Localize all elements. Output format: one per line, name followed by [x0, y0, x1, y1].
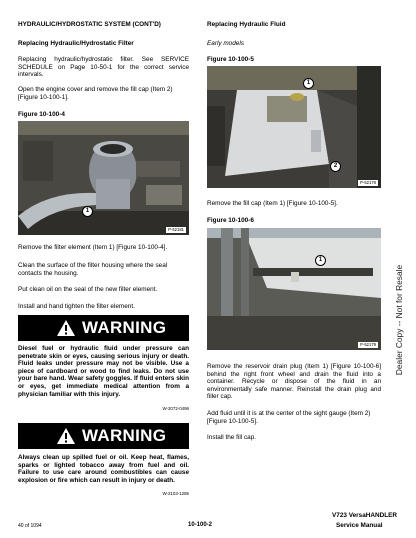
warning-code-2: W-2103-1285 [162, 491, 189, 496]
paragraph-remove-fill-cap: Remove the fill cap (Item 1) [Figure 10-100-5]. [207, 200, 338, 207]
warning-text-2: Always clean up spilled fuel or oil. Keep heat, flames, sparks or lighted tobacco away from fuel and oil. Failure to use care around combustibles can cause explosion or fire which can result in injury or death. [18, 454, 189, 484]
figure-title-6: Figure 10-100-6 [207, 217, 254, 224]
paragraph-oil-seal: Put clean oil on the seal of the new filter element. [18, 286, 158, 293]
page-number: 10-100-2 [188, 522, 213, 528]
subsection-heading: Replacing Hydraulic/Hydrostatic Filter [18, 40, 134, 47]
figure-code: P-52181 [168, 227, 184, 232]
warning-text-1: Diesel fuel or hydraulic fluid under pressure can penetrate skin or eyes, causing serious injury or death. Fluid leaks under pressure may not be visible. Use a piece of cardboard or wood to find leaks. Do not use your bare hand. Wear safety goggles. If fluid enters skin or eyes, get immediate medical attention from a physician familiar with this injury. [18, 345, 189, 398]
subsection-early-models: Early models [207, 40, 244, 47]
callout-item-1: 1 [82, 206, 93, 217]
warning-label: WARNING [82, 426, 167, 445]
page-count: 40 of 1094 [18, 523, 42, 529]
warning-code-1: W-2072-0496 [162, 406, 189, 411]
callout-item-1: 1 [315, 255, 326, 266]
figure-title-5: Figure 10-100-5 [207, 56, 254, 63]
callout-item-1: 1 [303, 78, 314, 89]
paragraph-install-filter: Install and hand tighten the filter element. [18, 303, 135, 310]
figure-10-100-5-photo [207, 66, 381, 188]
paragraph-open-cover: Open the engine cover and remove the fill cap (Item 2) [Figure 10-100-1]. [18, 86, 173, 101]
paragraph-add-fluid: Add fluid until it is at the center of the sight gauge (Item 2) [Figure 10-100-5]. [207, 410, 371, 425]
warning-triangle-icon [56, 319, 76, 337]
paragraph-intro: Replacing hydraulic/hydrostatic filter. See SERVICE SCHEDULE on Page 10-50-1 for the correct service intervals. [18, 56, 189, 79]
dealer-copy-watermark: Dealer Copy -- Not for Resale [394, 264, 404, 376]
warning-banner-1 [18, 315, 189, 341]
section-heading-fluid: Replacing Hydraulic Fluid [207, 21, 286, 28]
footer-manual: Service Manual [336, 522, 383, 529]
paragraph-remove-filter: Remove the filter element (Item 1) [Figure 10-100-4]. [18, 244, 168, 251]
figure-code: P-52179 [360, 342, 376, 347]
footer-model: V723 VersaHANDLER [332, 512, 398, 519]
section-heading: HYDRAULIC/HYDROSTATIC SYSTEM (CONT'D) [18, 21, 161, 28]
warning-label: WARNING [82, 318, 167, 337]
figure-10-100-4-photo [18, 121, 189, 235]
warning-banner-2 [18, 423, 189, 449]
paragraph-drain-plug: Remove the reservoir drain plug (Item 1) [Figure 10-100-6] behind the right front wheel and drain the fluid into a container. Recycle or dispose of the fluid in an environmentally safe manner. Reinstall the drain plug and filler cap. [207, 363, 381, 401]
figure-10-100-6-photo [207, 228, 381, 350]
figure-title-4: Figure 10-100-4 [18, 111, 65, 118]
paragraph-clean-surface: Clean the surface of the filter housing where the seal contacts the housing. [18, 262, 168, 277]
warning-triangle-icon [56, 427, 76, 445]
figure-code: P-52178 [360, 180, 376, 185]
paragraph-install-fill-cap: Install the fill cap. [207, 434, 257, 441]
callout-item-2: 2 [330, 161, 341, 172]
